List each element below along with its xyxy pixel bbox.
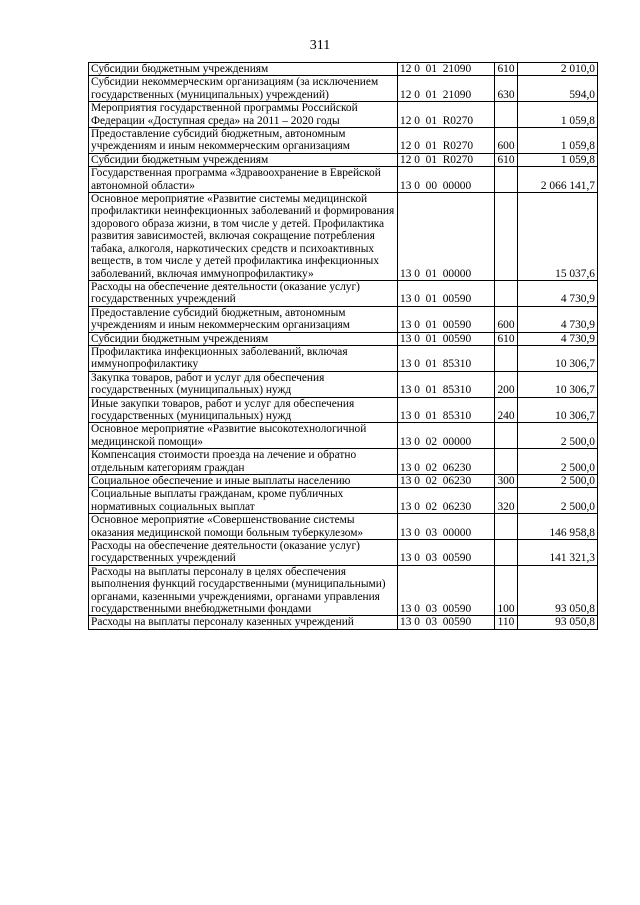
row-code: 13 0 03 00000 [398, 514, 495, 540]
row-amount: 15 037,6 [518, 193, 598, 281]
row-name: Закупка товаров, работ и услуг для обеспечения государственных (муниципальных) нужд [89, 371, 398, 397]
row-name: Профилактика инфекционных заболеваний, включая иммунопрофилактику [89, 345, 398, 371]
row-code: 13 0 01 00590 [398, 306, 495, 332]
table-row [89, 371, 598, 397]
row-amount: 2 500,0 [518, 488, 598, 514]
row-amount: 93 050,8 [518, 565, 598, 616]
row-amount: 594,0 [518, 76, 598, 102]
row-name: Расходы на обеспечение деятельности (оказание услуг) государственных учреждений [89, 280, 398, 306]
row-name: Основное мероприятие «Развитие высокотехнологичной медицинской помощи» [89, 423, 398, 449]
row-code: 13 0 01 00590 [398, 280, 495, 306]
row-name: Социальное обеспечение и иные выплаты населению [89, 475, 398, 488]
row-expense-type: 100 [495, 565, 518, 616]
table-row [89, 153, 598, 166]
row-code: 13 0 02 00000 [398, 423, 495, 449]
row-name: Государственная программа «Здравоохранение в Еврейской автономной области» [89, 167, 398, 193]
table-row [89, 565, 598, 616]
row-expense-type: 610 [495, 63, 518, 76]
table-row [89, 423, 598, 449]
row-amount: 2 500,0 [518, 449, 598, 475]
row-amount: 2 010,0 [518, 63, 598, 76]
row-amount: 93 050,8 [518, 616, 598, 629]
row-expense-type: 600 [495, 128, 518, 154]
row-amount: 4 730,9 [518, 306, 598, 332]
row-name: Субсидии бюджетным учреждениям [89, 332, 398, 345]
row-name: Компенсация стоимости проезда на лечение и обратно отдельным категориям граждан [89, 449, 398, 475]
table-row [89, 167, 598, 193]
row-code: 13 0 01 85310 [398, 345, 495, 371]
row-code: 12 0 01 21090 [398, 63, 495, 76]
row-code: 12 0 01 21090 [398, 76, 495, 102]
row-amount: 10 306,7 [518, 345, 598, 371]
row-code: 13 0 03 00590 [398, 616, 495, 629]
row-expense-type [495, 280, 518, 306]
row-code: 12 0 01 R0270 [398, 128, 495, 154]
row-amount: 2 500,0 [518, 423, 598, 449]
budget-table-body [89, 63, 598, 630]
row-expense-type [495, 193, 518, 281]
row-expense-type [495, 102, 518, 128]
row-name: Субсидии бюджетным учреждениям [89, 153, 398, 166]
row-name: Расходы на выплаты персоналу казенных учреждений [89, 616, 398, 629]
row-name: Субсидии некоммерческим организациям (за исключением государственных (муниципальных) учреждений) [89, 76, 398, 102]
row-code: 13 0 01 00590 [398, 332, 495, 345]
row-amount: 2 066 141,7 [518, 167, 598, 193]
row-name: Расходы на выплаты персоналу в целях обеспечения выполнения функций государственными (муниципальными) органами, казенными учреждениями, органами управления государственными внебюджетными фондами [89, 565, 398, 616]
row-amount: 10 306,7 [518, 371, 598, 397]
row-name: Субсидии бюджетным учреждениям [89, 63, 398, 76]
table-row [89, 397, 598, 423]
table-row [89, 280, 598, 306]
table-row [89, 616, 598, 629]
row-expense-type [495, 167, 518, 193]
row-amount: 146 958,8 [518, 514, 598, 540]
row-code: 13 0 02 06230 [398, 449, 495, 475]
row-expense-type [495, 514, 518, 540]
row-expense-type: 630 [495, 76, 518, 102]
table-row [89, 514, 598, 540]
row-amount: 1 059,8 [518, 128, 598, 154]
table-row [89, 488, 598, 514]
row-amount: 141 321,3 [518, 540, 598, 566]
row-code: 13 0 01 00000 [398, 193, 495, 281]
row-amount: 1 059,8 [518, 153, 598, 166]
budget-table [88, 62, 598, 630]
table-row [89, 193, 598, 281]
table-row [89, 345, 598, 371]
row-expense-type [495, 345, 518, 371]
table-row [89, 475, 598, 488]
table-row [89, 449, 598, 475]
row-name: Предоставление субсидий бюджетным, автономным учреждениям и иным некоммерческим организациям [89, 306, 398, 332]
row-expense-type: 300 [495, 475, 518, 488]
table-row [89, 102, 598, 128]
row-name: Мероприятия государственной программы Российской Федерации «Доступная среда» на 2011 – 2020 годы [89, 102, 398, 128]
row-expense-type: 610 [495, 153, 518, 166]
row-amount: 1 059,8 [518, 102, 598, 128]
row-code: 13 0 02 06230 [398, 488, 495, 514]
row-name: Основное мероприятие «Совершенствование системы оказания медицинской помощи больным туберкулезом» [89, 514, 398, 540]
row-amount: 4 730,9 [518, 280, 598, 306]
table-row [89, 332, 598, 345]
row-amount: 10 306,7 [518, 397, 598, 423]
row-code: 13 0 01 85310 [398, 371, 495, 397]
row-name: Предоставление субсидий бюджетным, автономным учреждениям и иным некоммерческим организациям [89, 128, 398, 154]
page-number: 311 [309, 38, 331, 53]
row-name: Иные закупки товаров, работ и услуг для обеспечения государственных (муниципальных) нужд [89, 397, 398, 423]
row-code: 13 0 03 00590 [398, 565, 495, 616]
table-row [89, 76, 598, 102]
table-row [89, 540, 598, 566]
table-row [89, 128, 598, 154]
table-row [89, 63, 598, 76]
row-amount: 2 500,0 [518, 475, 598, 488]
row-expense-type: 110 [495, 616, 518, 629]
row-code: 12 0 01 R0270 [398, 102, 495, 128]
row-expense-type [495, 449, 518, 475]
row-name: Социальные выплаты гражданам, кроме публичных нормативных социальных выплат [89, 488, 398, 514]
row-code: 13 0 02 06230 [398, 475, 495, 488]
row-expense-type: 200 [495, 371, 518, 397]
row-amount: 4 730,9 [518, 332, 598, 345]
row-expense-type: 600 [495, 306, 518, 332]
row-name: Расходы на обеспечение деятельности (оказание услуг) государственных учреждений [89, 540, 398, 566]
row-code: 12 0 01 R0270 [398, 153, 495, 166]
row-expense-type: 320 [495, 488, 518, 514]
row-expense-type [495, 540, 518, 566]
row-name: Основное мероприятие «Развитие системы медицинской профилактики неинфекционных заболеваний и формирования здорового образа жизни, в том числе у детей. Профилактика развития зависимостей, включая сокращение потребления табака, алкоголя, наркотических средств и психоактивных веществ, в том числе у детей профилактика инфекционных заболеваний, включая иммунопрофилактику» [89, 193, 398, 281]
row-code: 13 0 03 00590 [398, 540, 495, 566]
row-code: 13 0 00 00000 [398, 167, 495, 193]
row-expense-type [495, 423, 518, 449]
table-row [89, 306, 598, 332]
row-expense-type: 240 [495, 397, 518, 423]
row-code: 13 0 01 85310 [398, 397, 495, 423]
row-expense-type: 610 [495, 332, 518, 345]
